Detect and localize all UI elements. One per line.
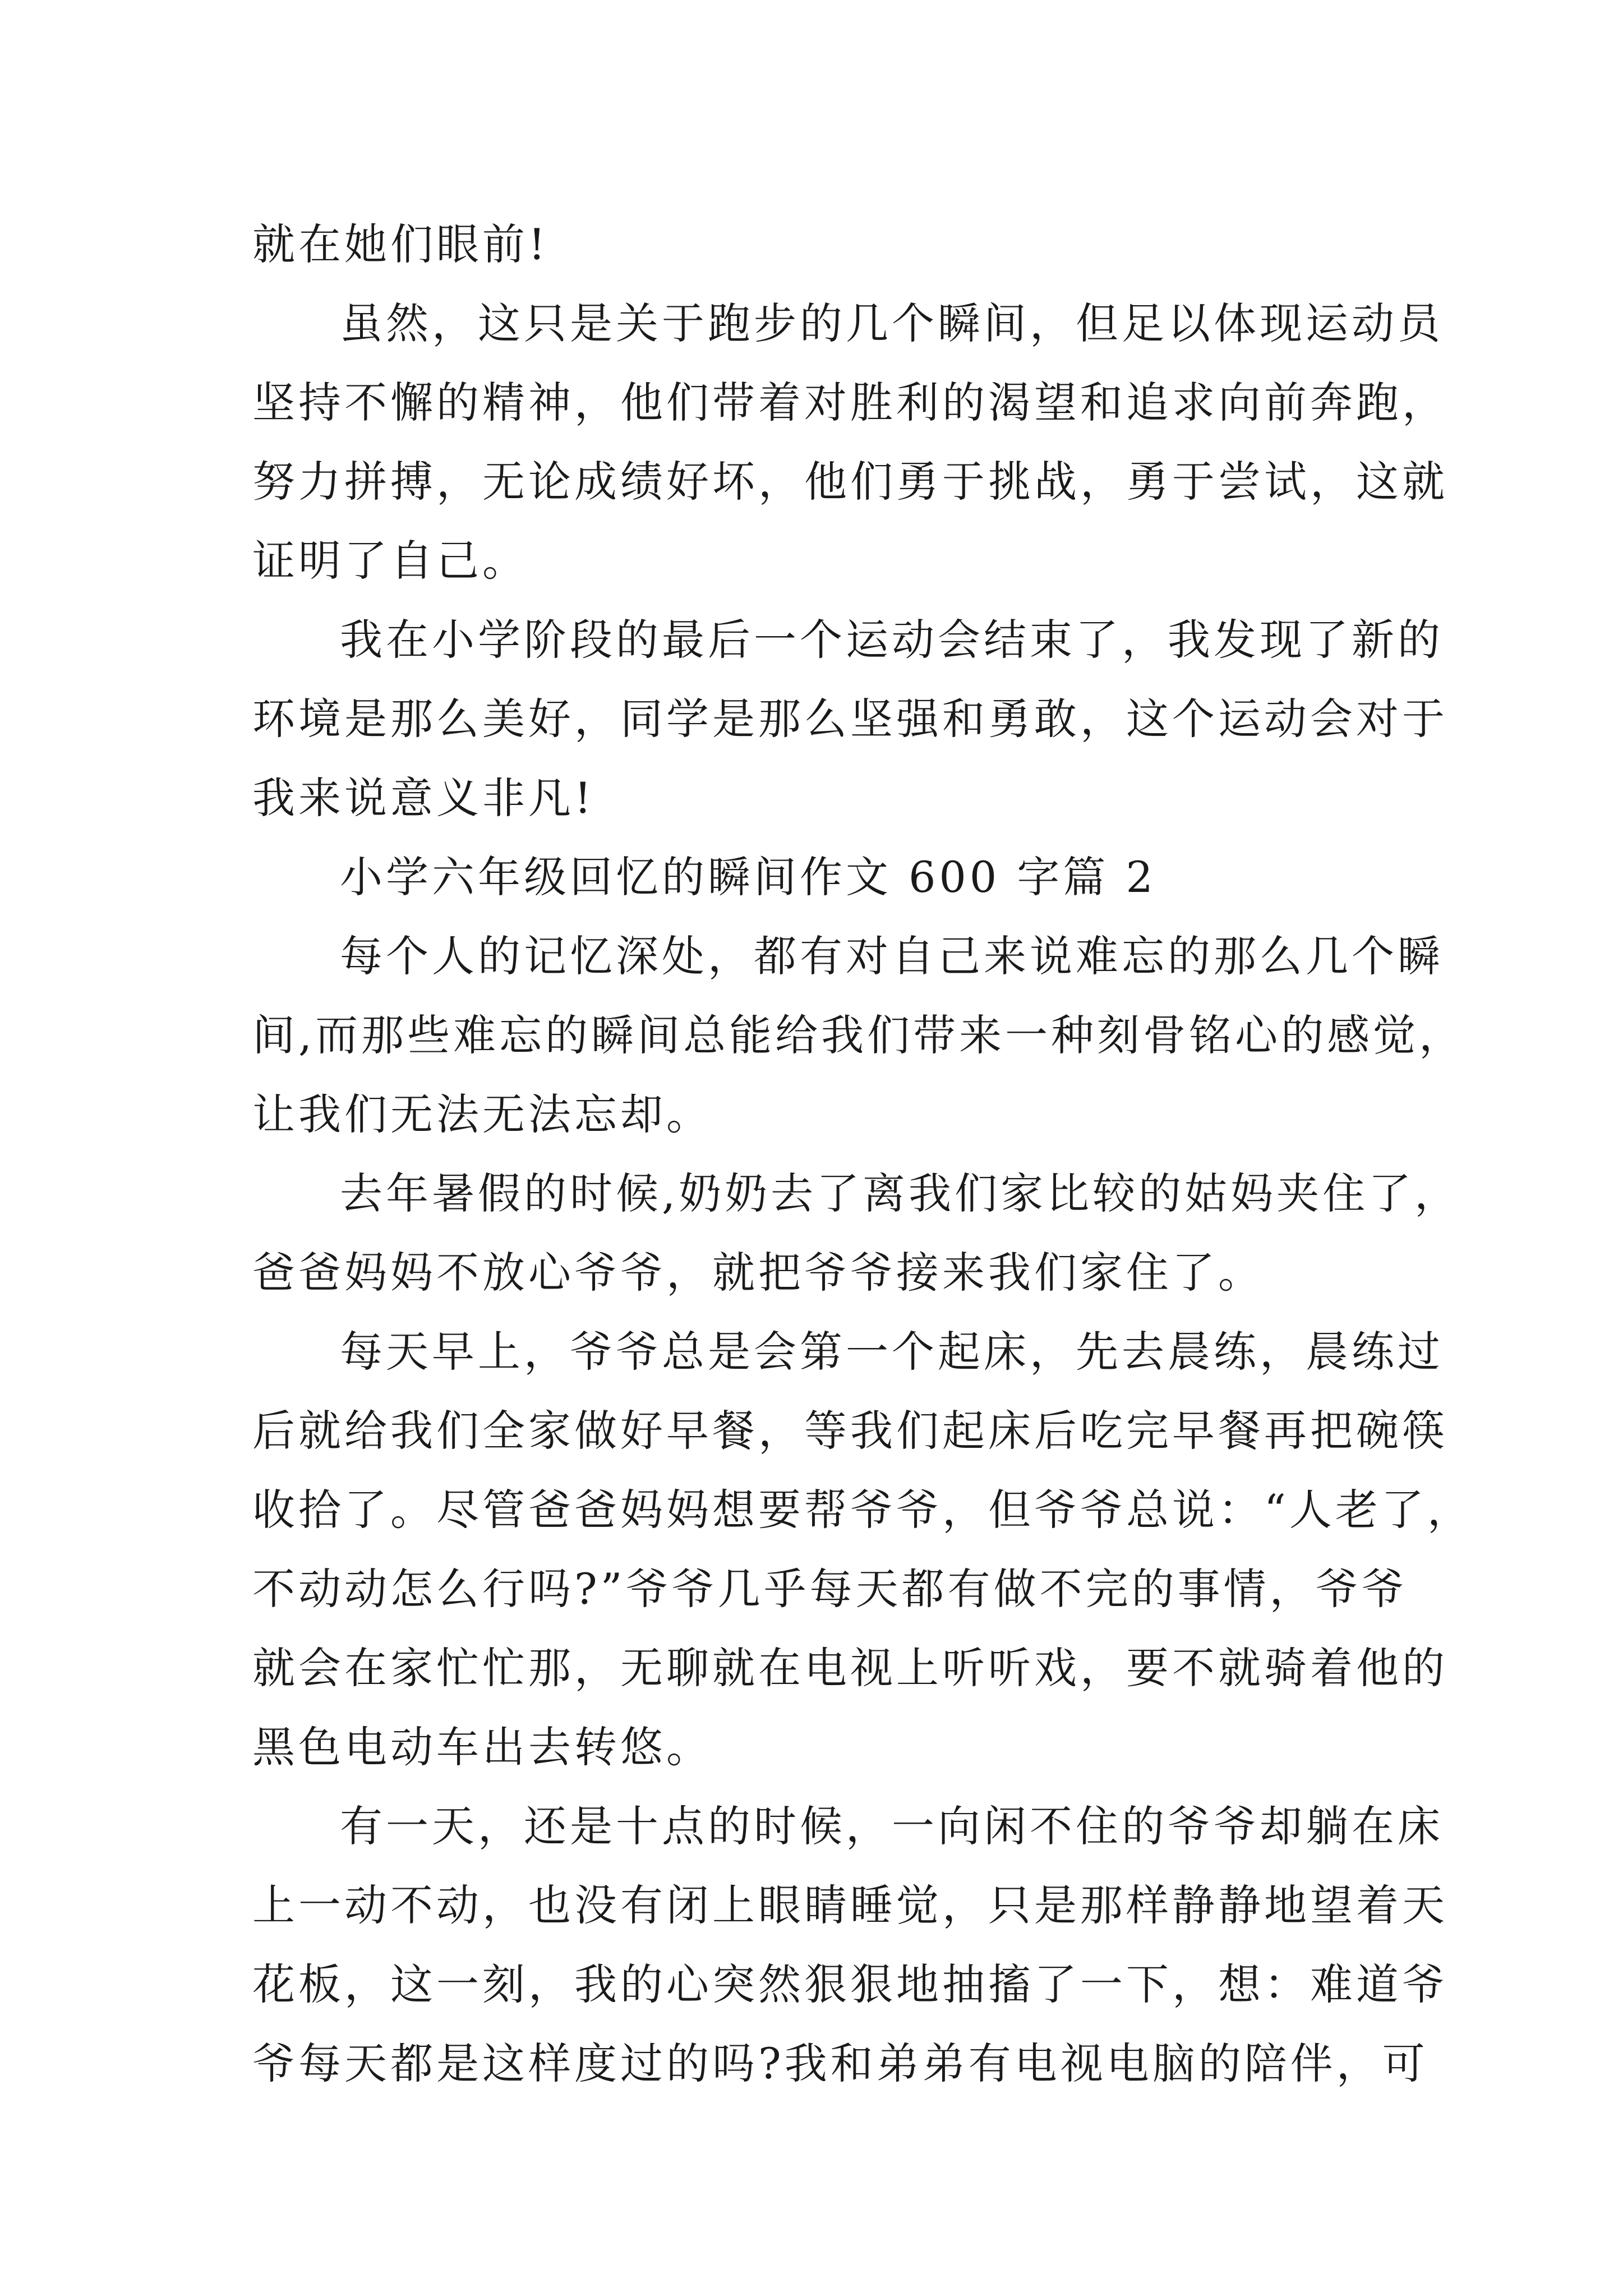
text-line-2: 虽然，这只是关于跑步的几个瞬间，但足以体现运动员 xyxy=(340,298,1444,348)
document-body xyxy=(252,205,1473,2103)
text-line-17: 收拾了。尽管爸爸妈妈想要帮爷爷，但爷爷总说：“人老了， xyxy=(252,1485,1473,1535)
text-line-5: 证明了自己。 xyxy=(252,536,528,586)
text-line-14: 爸爸妈妈不放心爷爷，就把爷爷接来我们家住了。 xyxy=(252,1248,1264,1297)
text-line-3: 坚持不懈的精神，他们带着对胜利的渴望和追求向前奔跑， xyxy=(252,378,1448,427)
text-line-15: 每天早上，爷爷总是会第一个起床，先去晨练，晨练过 xyxy=(340,1327,1444,1377)
text-line-10: 每个人的记忆深处，都有对自己来说难忘的那么几个瞬 xyxy=(340,931,1444,981)
text-line-22: 上一动不动，也没有闭上眼睛睡觉，只是那样静静地望着天 xyxy=(252,1880,1448,1930)
text-line-1: 就在她们眼前! xyxy=(252,219,549,269)
text-line-13: 去年暑假的时候,奶奶去了离我们家比较的姑妈夹住了， xyxy=(340,1168,1461,1218)
text-line-19: 就会在家忙忙那，无聊就在电视上听听戏，要不就骑着他的 xyxy=(252,1643,1448,1693)
text-line-16: 后就给我们全家做好早餐，等我们起床后吃完早餐再把碗筷 xyxy=(252,1406,1448,1456)
text-line-12: 让我们无法无法忘却。 xyxy=(252,1089,712,1139)
text-line-8: 我来说意义非凡! xyxy=(252,773,595,823)
text-line-20: 黑色电动车出去转悠。 xyxy=(252,1722,712,1772)
text-line-7: 环境是那么美好，同学是那么坚强和勇敢，这个运动会对于 xyxy=(252,694,1448,744)
text-line-24: 爷每天都是这样度过的吗?我和弟弟有电视电脑的陪伴，可 xyxy=(252,2039,1428,2088)
text-line-6: 我在小学阶段的最后一个运动会结束了，我发现了新的 xyxy=(340,615,1444,665)
text-line-21: 有一天，还是十点的时候，一向闲不住的爷爷却躺在床 xyxy=(340,1801,1444,1851)
text-line-11: 间,而那些难忘的瞬间总能给我们带来一种刻骨铭心的感觉， xyxy=(252,1010,1465,1060)
section-heading: 小学六年级回忆的瞬间作文 600 字篇 2 xyxy=(340,852,1156,902)
text-line-4: 努力拼搏，无论成绩好坏，他们勇于挑战，勇于尝试，这就 xyxy=(252,457,1448,507)
text-line-23: 花板，这一刻，我的心突然狠狠地抽搐了一下，想：难道爷 xyxy=(252,1959,1448,2009)
text-line-18: 不动动怎么行吗?”爷爷几乎每天都有做不完的事情，爷爷 xyxy=(252,1564,1408,1614)
